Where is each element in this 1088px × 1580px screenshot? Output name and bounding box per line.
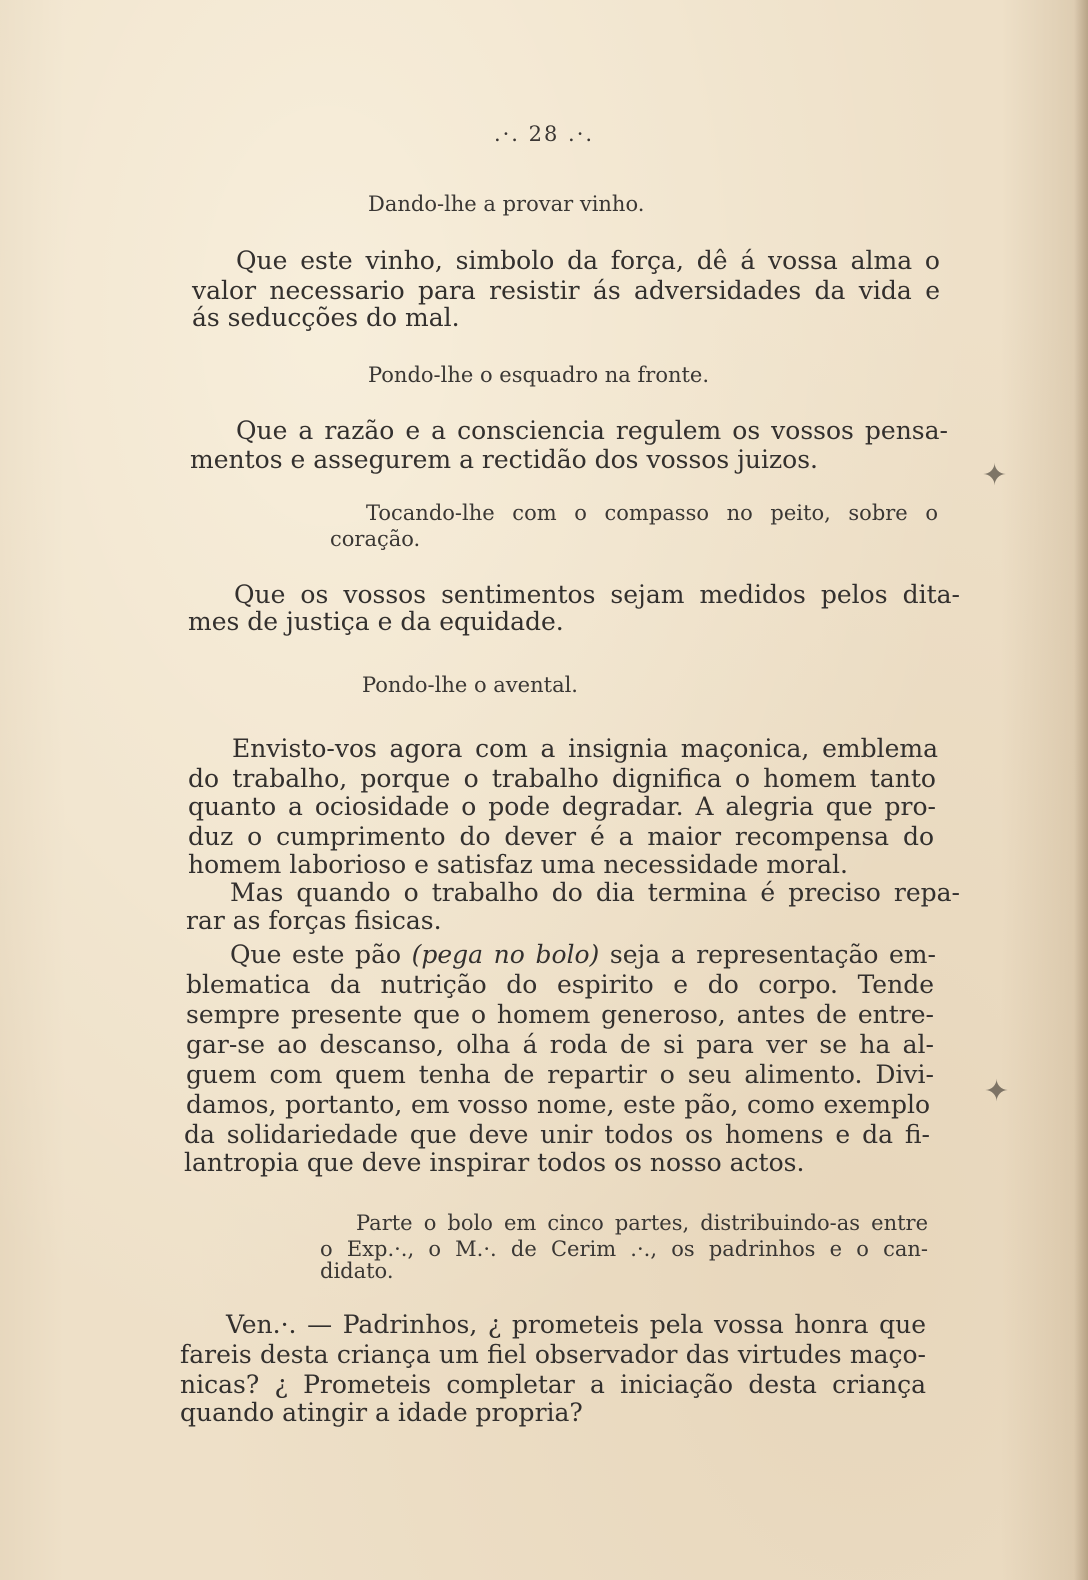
stage-direction: (pega no bolo)	[411, 940, 600, 969]
text-line: damos, portanto, em vosso nome, este pão, como exemplo	[186, 1090, 930, 1119]
page-edge-shadow	[1074, 0, 1088, 1580]
text-span: seja a representação em-	[599, 940, 936, 969]
text-line: da solidariedade que deve unir todos os homens e da fi-	[184, 1120, 930, 1149]
binding-mark-icon: ✦	[984, 1074, 1010, 1109]
instruction-line: Dando-lhe a provar vinho.	[368, 192, 645, 216]
instruction-line: Pondo-lhe o avental.	[362, 673, 578, 697]
text-line: homem laborioso e satisfaz uma necessidade moral.	[188, 850, 848, 879]
text-line: duz o cumprimento do dever é a maior recompensa do	[188, 822, 934, 851]
text-span: Que este pão	[230, 940, 412, 969]
text-line: Mas quando o trabalho do dia termina é preciso repa-	[230, 878, 960, 907]
text-line: valor necessario para resistir ás adversidades da vida e	[192, 276, 940, 305]
text-line: sempre presente que o homem generoso, antes de entre-	[186, 1000, 934, 1029]
text-line: Que este vinho, simbolo da força, dê á vossa alma o	[236, 246, 940, 275]
text-line	[230, 940, 936, 970]
text-line: lantropia que deve inspirar todos os nosso actos.	[184, 1148, 805, 1177]
text-line: quando atingir a idade propria?	[180, 1398, 583, 1427]
text-line: mes de justiça e da equidade.	[188, 607, 564, 636]
text-line: Que os vossos sentimentos sejam medidos pelos dita-	[234, 580, 960, 609]
text-line: Que a razão e a consciencia regulem os vossos pensa-	[236, 416, 948, 445]
text-line: mentos e assegurem a rectidão dos vossos juizos.	[190, 445, 818, 474]
instruction-line: Parte o bolo em cinco partes, distribuindo-as entre	[356, 1211, 928, 1235]
instruction-line: didato.	[320, 1259, 394, 1283]
text-line: rar as forças fisicas.	[186, 906, 442, 935]
instruction-line: Tocando-lhe com o compasso no peito, sobre o	[366, 501, 938, 525]
text-line: Envisto-vos agora com a insignia maçonica, emblema	[232, 734, 938, 763]
text-line: Ven.·. — Padrinhos, ¿ prometeis pela vossa honra que	[226, 1310, 926, 1339]
text-line: nicas? ¿ Prometeis completar a iniciação desta criança	[180, 1370, 926, 1399]
binding-mark-icon: ✦	[982, 458, 1008, 493]
text-line: quanto a ociosidade o pode degradar. A alegria que pro-	[188, 792, 936, 821]
page-number: .·. 28 .·.	[493, 122, 595, 146]
text-line: gar-se ao descanso, olha á roda de si para ver se ha al-	[186, 1030, 934, 1059]
instruction-line: coração.	[330, 527, 421, 551]
text-line: blematica da nutrição do espirito e do corpo. Tende	[186, 970, 934, 999]
text-line: ás seducções do mal.	[192, 303, 460, 332]
text-line: fareis desta criança um fiel observador das virtudes maço-	[180, 1340, 926, 1369]
text-line: do trabalho, porque o trabalho dignifica o homem tanto	[188, 764, 936, 793]
instruction-line: Pondo-lhe o esquadro na fronte.	[368, 363, 710, 387]
text-line: guem com quem tenha de repartir o seu alimento. Divi-	[186, 1060, 934, 1089]
instruction-line: o Exp.·., o M.·. de Cerim .·., os padrinhos e o can-	[320, 1237, 928, 1261]
